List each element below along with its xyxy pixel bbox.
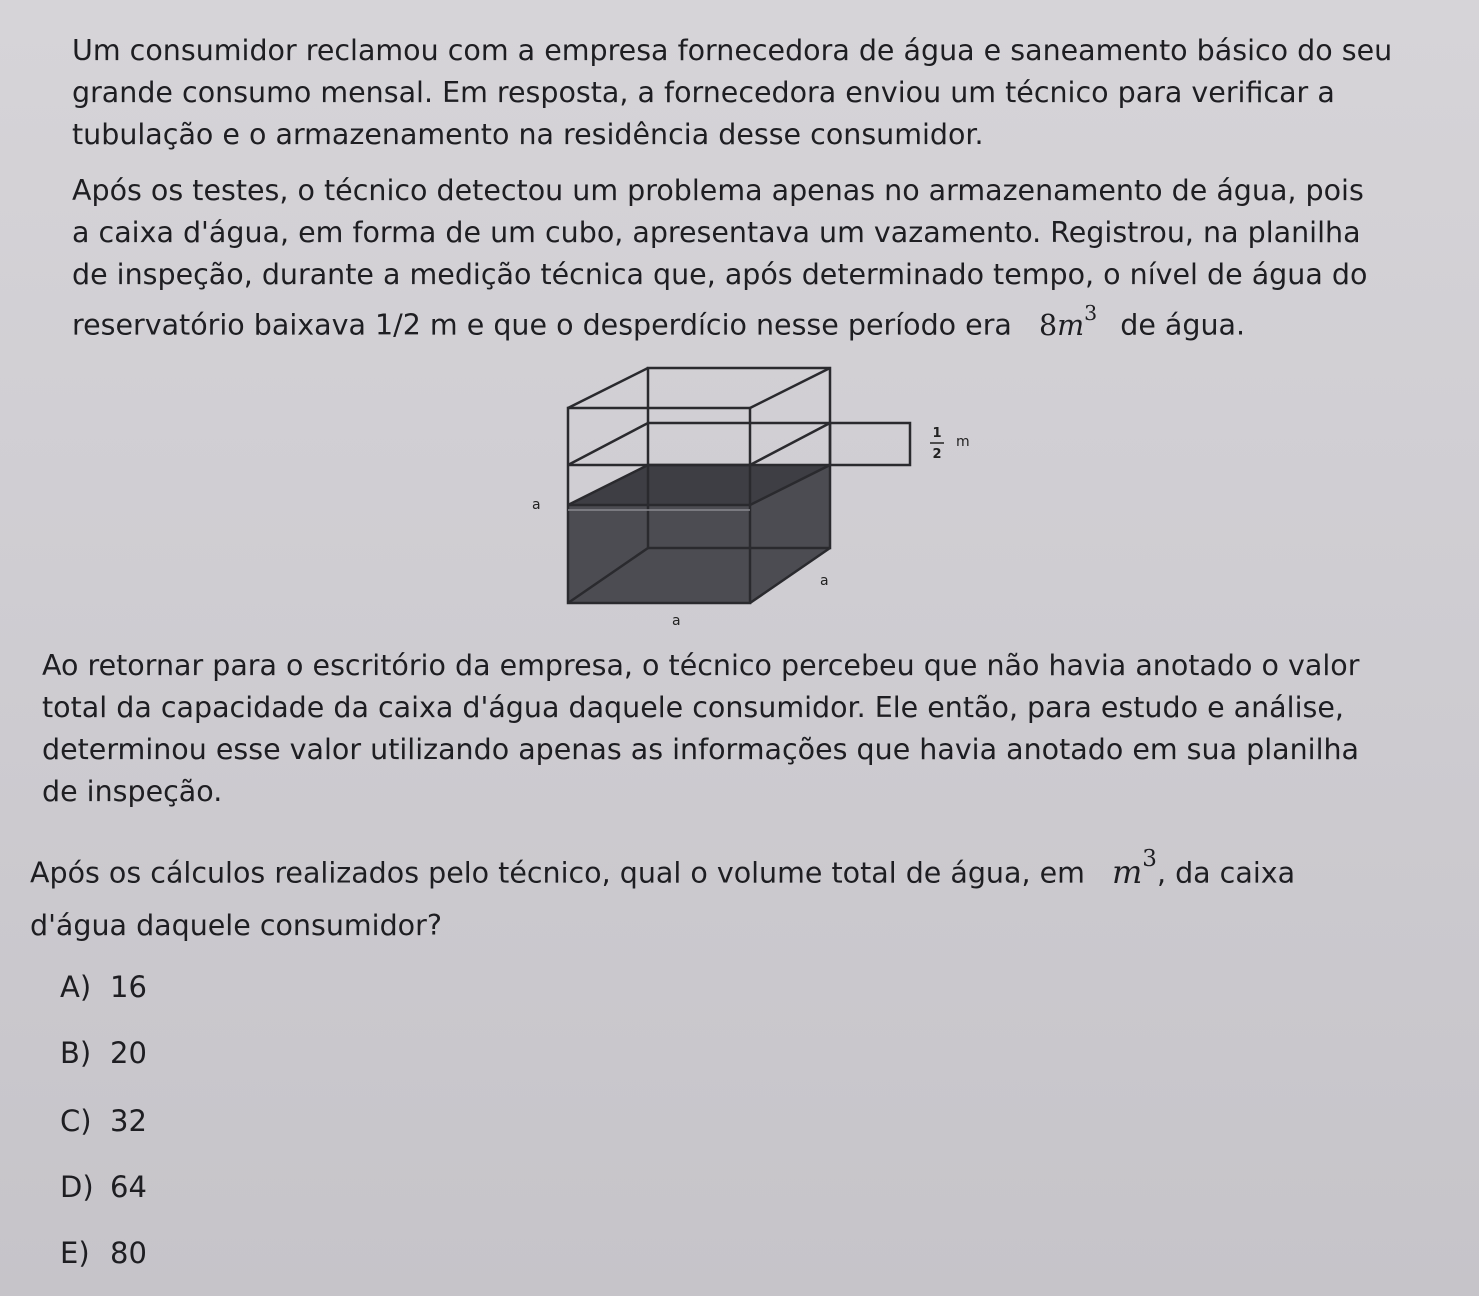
text-line: Ao retornar para o escritório da empresa, o técnico percebeu que não havia anotado o valor [42, 649, 1360, 682]
waste-exponent: 3 [1084, 300, 1098, 325]
option-a[interactable] [60, 970, 147, 1004]
text-segment: Após os cálculos realizados pelo técnico, qual o volume total de água, em [30, 856, 1085, 890]
option-value: 16 [110, 970, 147, 1004]
waste-unit: m [1057, 308, 1085, 342]
drop-label-numerator: 1 [932, 426, 942, 441]
unit-expression [1111, 846, 1157, 891]
paragraph-inspection [72, 170, 1367, 347]
edge-label-left: a [532, 497, 541, 513]
text-line: Após os testes, o técnico detectou um problema apenas no armazenamento de água, pois [72, 174, 1364, 207]
text-segment: , da caixa [1156, 856, 1296, 890]
drop-label-denominator: 2 [932, 447, 942, 462]
option-b[interactable] [60, 1036, 147, 1070]
text-segment: reservatório baixava 1/2 m e que o desperdício nesse período era [72, 308, 1012, 342]
option-c[interactable] [60, 1104, 147, 1138]
text-line [30, 838, 1295, 900]
waste-value: 8 [1038, 308, 1058, 342]
option-letter: E) [60, 1236, 90, 1270]
edge-label-bottom: a [672, 613, 681, 629]
paragraph-intro [72, 30, 1392, 156]
text-line: determinou esse valor utilizando apenas as informações que havia anotado em sua planilha [42, 733, 1360, 766]
option-value: 64 [110, 1170, 147, 1204]
option-letter: D) [60, 1170, 94, 1204]
drop-label-unit: m [956, 434, 970, 450]
option-value: 80 [110, 1236, 147, 1270]
paragraph-office [42, 645, 1359, 813]
text-segment: de água. [1120, 308, 1246, 342]
text-line: tubulação e o armazenamento na residência desse consumidor. [72, 118, 984, 151]
edge-label-depth: a [820, 573, 829, 589]
option-d[interactable] [60, 1170, 147, 1204]
option-value: 32 [110, 1104, 147, 1138]
text-line: grande consumo mensal. Em resposta, a fornecedora enviou um técnico para verificar a [72, 76, 1335, 109]
option-letter: A) [60, 970, 92, 1004]
unit-exponent: 3 [1142, 846, 1157, 873]
text-line: a caixa d'água, em forma de um cubo, apresentava um vazamento. Registrou, na planilha [72, 216, 1361, 249]
waste-volume-expression [1038, 300, 1106, 342]
text-line: total da capacidade da caixa d'água daquele consumidor. Ele então, para estudo e análise, [42, 691, 1344, 724]
text-line: de inspeção. [42, 775, 223, 808]
text-line: d'água daquele consumidor? [30, 908, 442, 942]
option-e[interactable] [60, 1236, 147, 1270]
option-letter: C) [60, 1104, 92, 1138]
cube-diagram [480, 355, 1000, 639]
option-letter: B) [60, 1036, 92, 1070]
text-line: Um consumidor reclamou com a empresa fornecedora de água e saneamento básico do seu [72, 34, 1393, 67]
unit: m [1111, 852, 1143, 891]
drop-indicator-box [830, 423, 910, 465]
text-line [72, 296, 1367, 347]
text-line: de inspeção, durante a medição técnica que, após determinado tempo, o nível de água do [72, 258, 1368, 291]
paragraph-question [30, 838, 1295, 952]
option-value: 20 [110, 1036, 147, 1070]
